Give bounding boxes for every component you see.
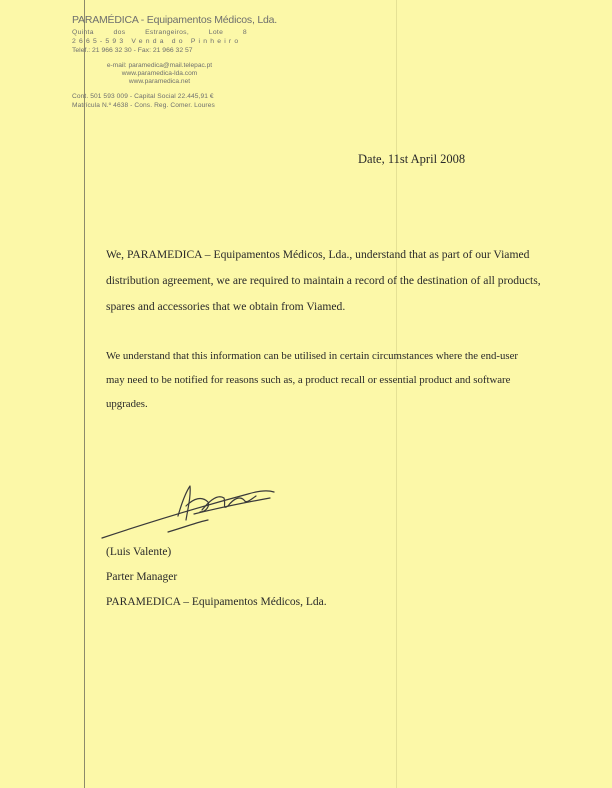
address-word: 8 [242, 29, 247, 36]
letterhead [72, 14, 278, 110]
address-word: Estrangeiros, [145, 29, 190, 36]
address-word: Lote [208, 29, 224, 36]
paragraph-line: We understand that this information can be utilised in certain circumstances where the end-user [106, 350, 518, 362]
letterhead-website-1: www.paramedica-lda.com [121, 70, 198, 77]
address-word: dos [113, 29, 126, 36]
paragraph-2 [106, 346, 536, 418]
letterhead-address-line2: 2665-593 Venda do Pinheiro [72, 38, 242, 45]
address-word: Quinta [72, 29, 94, 36]
letterhead-website-2: www.paramedica.net [128, 78, 191, 85]
handwritten-signature [98, 476, 278, 546]
letter-date: Date, 11st April 2008 [358, 152, 466, 166]
paragraph-line: distribution agreement, we are required to maintain a record of the destination of all products, [106, 274, 541, 287]
letterhead-registration-2: Matrícula N.º 4638 - Cons. Reg. Comer. Loures [72, 101, 215, 109]
paragraph-line: We, PARAMEDICA – Equipamentos Médicos, Lda., understand that as part of our Viamed [106, 248, 530, 261]
letterhead-company: PARAMÉDICA - Equipamentos Médicos, Lda. [72, 14, 278, 26]
letterhead-address-line1 [72, 28, 247, 37]
signatory-title: Parter Manager [106, 571, 178, 583]
paragraph-line: upgrades. [106, 398, 148, 410]
paragraph-line: may need to be notified for reasons such as, a product recall or essential product and software [106, 374, 511, 386]
letterhead-email: e-mail: paramedica@mail.telepac.pt [106, 62, 213, 69]
paragraph-1 [106, 245, 541, 323]
signatory-name: (Luis Valente) [106, 546, 172, 558]
letterhead-phone-fax: Telef.: 21 966 32 30 - Fax: 21 966 32 57 [72, 47, 193, 54]
left-margin-rule [84, 0, 85, 788]
signature-block [106, 542, 327, 617]
letterhead-registration-1: Cont. 501 593 009 - Capital Social 22.445,91 € [72, 93, 214, 100]
paragraph-line: spares and accessories that we obtain from Viamed. [106, 300, 346, 313]
signatory-company: PARAMEDICA – Equipamentos Médicos, Lda. [106, 596, 327, 608]
